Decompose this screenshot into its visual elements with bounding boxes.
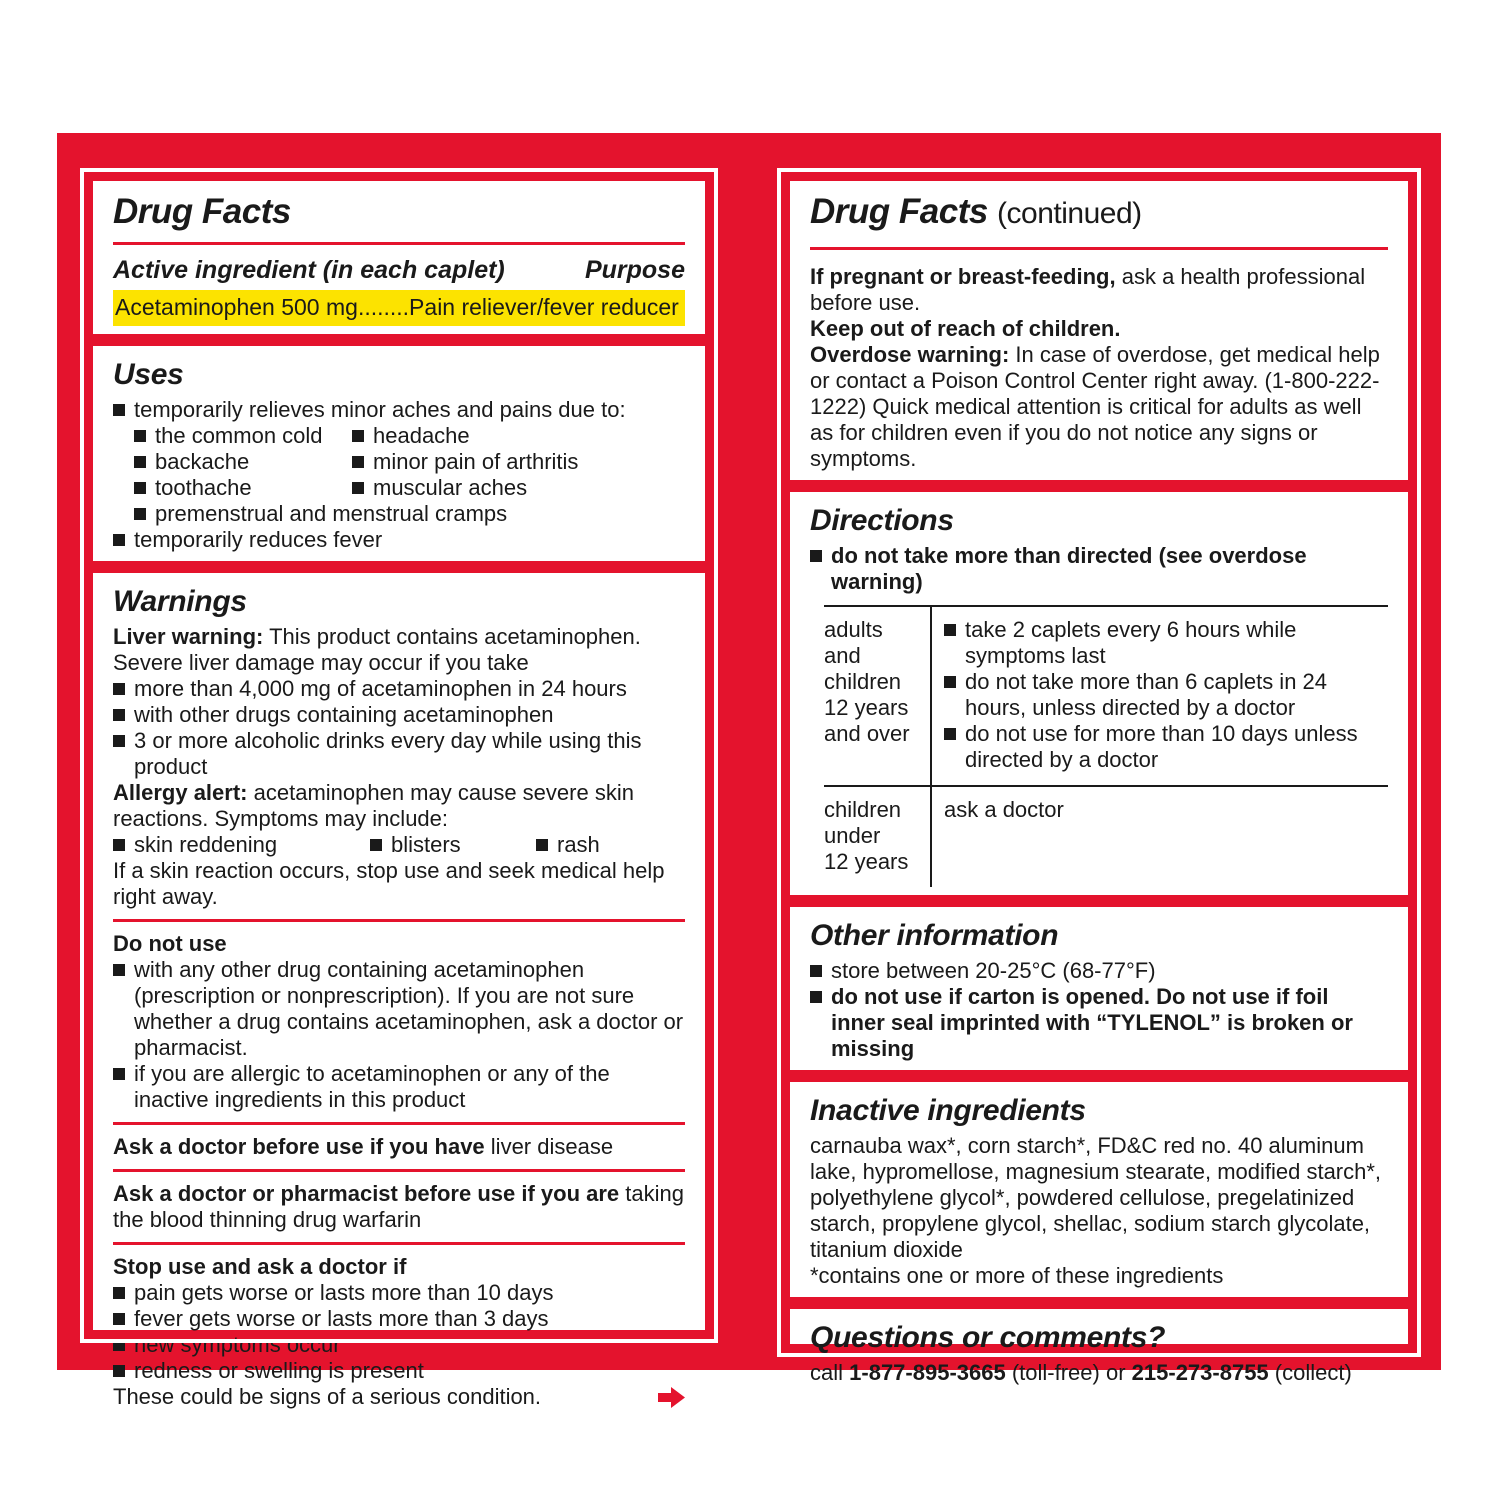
uses-item: premenstrual and menstrual cramps (155, 501, 508, 526)
inactive-ingredients-title: Inactive ingredients (810, 1094, 1086, 1127)
bullet-icon (944, 624, 956, 636)
warning-item: with other drugs containing acetaminophen (134, 702, 554, 727)
list-item (810, 543, 1388, 595)
list-item (352, 423, 685, 449)
dosage-instruction: ask a doctor (944, 797, 1064, 822)
section-divider (93, 561, 705, 573)
other-information-title: Other information (810, 919, 1059, 952)
dosage-group-line: and over (824, 721, 910, 746)
list-item (113, 397, 685, 423)
purpose-heading: Purpose (584, 256, 685, 284)
bullet-icon (113, 964, 125, 976)
bullet-icon (113, 534, 125, 546)
bullet-icon (113, 404, 125, 416)
do-not-use-title: Do not use (113, 931, 227, 956)
ask-doctor-pharmacist-paragraph (113, 1181, 685, 1233)
red-rule (113, 1242, 685, 1245)
call-prefix: call (810, 1360, 844, 1385)
bullet-icon (810, 550, 822, 562)
uses-item: headache (373, 423, 470, 448)
list-item (113, 1358, 685, 1384)
bullet-icon (352, 430, 364, 442)
dosage-instructions-cell (932, 787, 1388, 887)
directions-title: Directions (810, 504, 954, 537)
list-item (370, 832, 536, 858)
uses-main-bullet: temporarily relieves minor aches and pains due to: (134, 397, 626, 422)
overdose-text: In case of overdose, get medical help or contact a Poison Control Center right away. (1-800-222-1222) Quick medical attention is critical for adults as well as for children even if you do not notice any signs or symptoms. (810, 342, 1380, 471)
dosage-table (824, 605, 1388, 887)
red-rule (113, 919, 685, 922)
dosage-group-line: 12 years (824, 695, 909, 720)
active-ingredient-heading: Active ingredient (in each caplet) (113, 256, 505, 284)
bullet-icon (113, 1365, 125, 1377)
red-rule (113, 1169, 685, 1172)
directions-main-bullet: do not take more than directed (see overdose warning) (831, 543, 1307, 594)
section-uses (93, 346, 705, 561)
uses-item: muscular aches (373, 475, 528, 500)
list-item (536, 832, 600, 858)
bullet-icon (113, 1313, 125, 1325)
bullet-icon (352, 456, 364, 468)
uses-item: minor pain of arthritis (373, 449, 579, 474)
pregnant-label: If pregnant or breast-feeding, (810, 264, 1116, 289)
bullet-icon (536, 839, 548, 851)
dosage-instruction: do not take more than 6 caplets in 24 hours, unless directed by a doctor (965, 669, 1328, 720)
ask-doctor-paragraph (113, 1134, 685, 1160)
bullet-icon (113, 839, 125, 851)
allergy-item: blisters (391, 832, 461, 857)
tollfree-phone-number: 1-877-895-3665 (849, 1360, 1006, 1385)
section-other-information (790, 907, 1408, 1070)
dosage-instructions-cell (932, 607, 1388, 787)
stop-use-item: new symptoms occur (134, 1332, 341, 1357)
list-item (134, 501, 685, 527)
drug-facts-right-panel (781, 172, 1417, 1385)
tollfree-suffix: (toll-free) or (1011, 1360, 1126, 1385)
section-warnings (93, 573, 705, 1418)
dosage-group-cell (824, 787, 932, 887)
pregnant-paragraph (810, 264, 1388, 316)
dosage-group-cell (824, 607, 932, 787)
other-information-item: do not use if carton is opened. Do not use if foil inner seal imprinted with “TYLENOL” is broken or missing (831, 984, 1353, 1061)
section-questions (790, 1309, 1408, 1394)
uses-title: Uses (113, 358, 184, 391)
bullet-icon (134, 430, 146, 442)
section-divider (790, 1070, 1408, 1082)
bullet-icon (810, 991, 822, 1003)
continued-arrow-icon (658, 1387, 685, 1408)
list-item (113, 1306, 685, 1332)
bullet-icon (113, 683, 125, 695)
list-item (113, 1332, 685, 1358)
red-rule (810, 247, 1388, 250)
stop-use-note: These could be signs of a serious condition. (113, 1384, 542, 1409)
overdose-paragraph (810, 342, 1388, 472)
keep-out-of-reach: Keep out of reach of children. (810, 316, 1121, 341)
dosage-instruction: do not use for more than 10 days unless directed by a doctor (965, 721, 1358, 772)
bullet-icon (370, 839, 382, 851)
uses-item: temporarily reduces fever (134, 527, 383, 552)
section-divider (790, 895, 1408, 907)
red-rule (113, 1122, 685, 1125)
warning-item: more than 4,000 mg of acetaminophen in 24 hours (134, 676, 627, 701)
ask-doctor-pharmacist-text: taking the blood thinning drug warfarin (113, 1181, 684, 1232)
dosage-instruction: take 2 caplets every 6 hours while symptoms last (965, 617, 1297, 668)
inactive-ingredients-text: carnauba wax*, corn starch*, FD&C red no. 40 aluminum lake, hypromellose, magnesium stearate, modified starch*, polyethylene glycol*, powdered cellulose, pregelatinized starch, propylene glycol, shellac, sodium starch glycolate, titanium dioxide (810, 1133, 1382, 1262)
uses-item: toothache (155, 475, 252, 500)
list-item (113, 832, 370, 858)
bullet-icon (113, 735, 125, 747)
dosage-group-line: adults and (824, 617, 883, 668)
list-item (134, 475, 352, 501)
dosage-group-line: under (824, 823, 881, 848)
pregnant-text: ask a health professional before use. (810, 264, 1366, 315)
allergy-alert-label: Allergy alert: (113, 780, 248, 805)
drug-facts-continued-title (810, 191, 1388, 235)
list-item (113, 957, 685, 1061)
bullet-icon (134, 482, 146, 494)
list-item (134, 423, 352, 449)
stop-use-item: pain gets worse or lasts more than 10 days (134, 1280, 554, 1305)
red-rule (113, 242, 685, 245)
list-item (113, 1280, 685, 1306)
bullet-icon (134, 508, 146, 520)
list-item (810, 984, 1388, 1062)
drug-facts-title: Drug Facts (113, 192, 291, 231)
uses-item: the common cold (155, 423, 323, 448)
list-item (113, 728, 685, 780)
bullet-icon (810, 965, 822, 977)
list-item (113, 676, 685, 702)
liver-warning-text: This product contains acetaminophen. Severe liver damage may occur if you take (113, 624, 641, 675)
drug-facts-card (57, 133, 1441, 1409)
section-divider (790, 480, 1408, 492)
drug-facts-left-panel (84, 172, 714, 1409)
list-item (944, 669, 1388, 721)
list-item (944, 617, 1388, 669)
list-item (134, 449, 352, 475)
stop-use-title: Stop use and ask a doctor if (113, 1254, 407, 1279)
bullet-icon (944, 676, 956, 688)
continued-suffix: (continued) (997, 197, 1142, 230)
stop-use-item: fever gets worse or lasts more than 3 days (134, 1306, 549, 1331)
inactive-ingredients-footnote: *contains one or more of these ingredients (810, 1263, 1224, 1288)
allergy-item: skin reddening (134, 832, 278, 857)
section-divider (790, 1297, 1408, 1309)
list-item (810, 958, 1388, 984)
drug-facts-title-text: Drug Facts (810, 192, 988, 231)
ask-doctor-label: Ask a doctor before use if you have (113, 1134, 485, 1159)
allergy-note: If a skin reaction occurs, stop use and seek medical help right away. (113, 858, 665, 909)
bullet-icon (944, 728, 956, 740)
list-item (113, 1061, 685, 1113)
dosage-group-line: children (824, 669, 902, 694)
uses-item: backache (155, 449, 250, 474)
list-item (944, 721, 1388, 773)
bullet-icon (134, 456, 146, 468)
questions-call-line (810, 1360, 1388, 1386)
dosage-group-line: 12 years (824, 849, 909, 874)
other-information-item: store between 20-25°C (68-77°F) (831, 958, 1156, 983)
collect-phone-number: 215-273-8755 (1131, 1360, 1269, 1385)
ask-doctor-pharmacist-label: Ask a doctor or pharmacist before use if you are (113, 1181, 620, 1206)
section-directions (790, 492, 1408, 895)
liver-warning-label: Liver warning: (113, 624, 264, 649)
overdose-label: Overdose warning: (810, 342, 1010, 367)
do-not-use-item: with any other drug containing acetaminophen (prescription or nonprescription). If you are not sure whether a drug contains acetaminophen, ask a doctor or pharmacist. (134, 957, 684, 1060)
list-item (113, 702, 685, 728)
section-divider (93, 334, 705, 346)
liver-warning-paragraph (113, 624, 685, 676)
section-inactive-ingredients (790, 1082, 1408, 1297)
section-header-active-ingredient (93, 181, 705, 334)
do-not-use-item: if you are allergic to acetaminophen or any of the inactive ingredients in this product (134, 1061, 610, 1112)
list-item (352, 475, 685, 501)
bullet-icon (352, 482, 364, 494)
ask-doctor-text: liver disease (490, 1134, 614, 1159)
collect-suffix: (collect) (1274, 1360, 1352, 1385)
dosage-group-line: children (824, 797, 902, 822)
bullet-icon (113, 1339, 125, 1351)
bullet-icon (113, 709, 125, 721)
bullet-icon (113, 1068, 125, 1080)
allergy-alert-text: acetaminophen may cause severe skin reactions. Symptoms may include: (113, 780, 634, 831)
allergy-item: rash (557, 832, 600, 857)
warning-item: 3 or more alcoholic drinks every day while using this product (134, 728, 642, 779)
list-item (352, 449, 685, 475)
active-ingredient-highlight: Acetaminophen 500 mg........Pain reliever/fever reducer (113, 290, 685, 326)
section-header-continued (790, 181, 1408, 480)
stop-use-item: redness or swelling is present (134, 1358, 424, 1383)
warnings-title: Warnings (113, 585, 247, 618)
questions-title: Questions or comments? (810, 1321, 1166, 1354)
bullet-icon (113, 1287, 125, 1299)
list-item (113, 527, 685, 553)
allergy-alert-paragraph (113, 780, 685, 832)
